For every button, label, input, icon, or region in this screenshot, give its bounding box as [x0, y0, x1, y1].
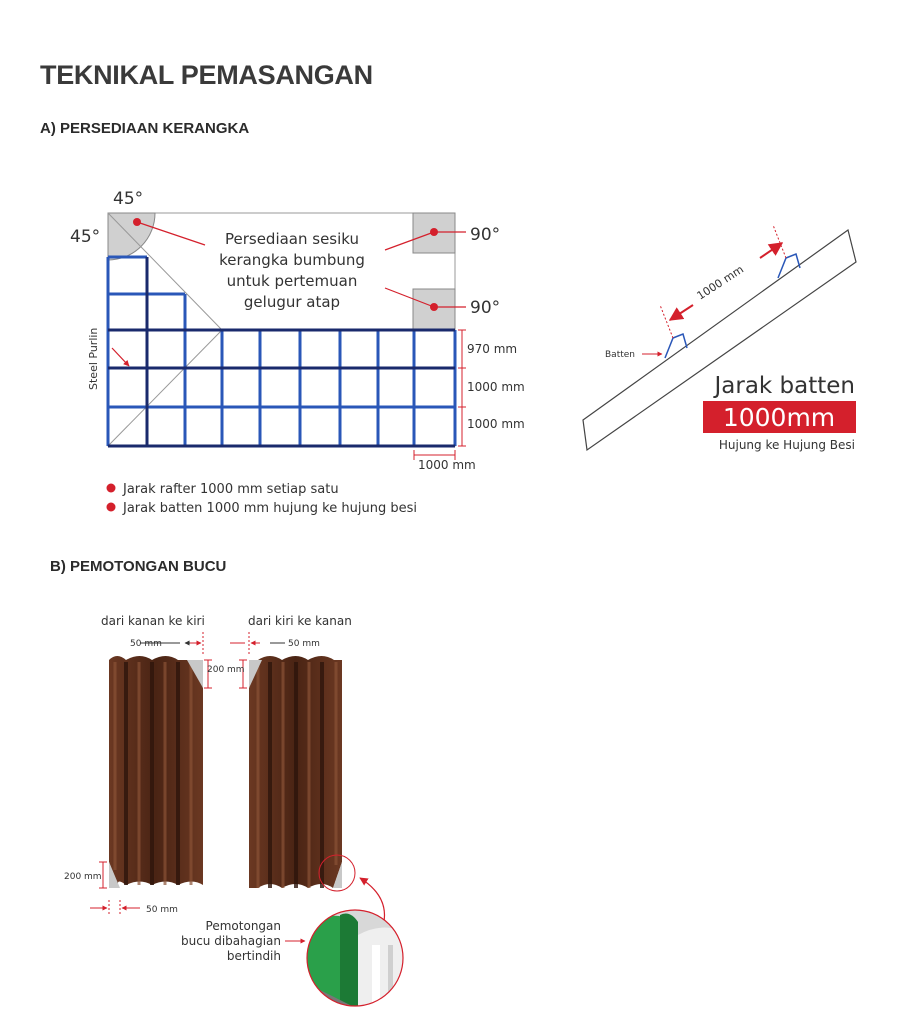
- frame-note-line-4: gelugur atap: [243, 293, 341, 311]
- left-roof-sheet: [109, 656, 203, 888]
- batten-value: 1000mm: [722, 403, 836, 432]
- right-sheet-caption: dari kiri ke kanan: [248, 614, 352, 628]
- dim-50-top-right: 50 mm: [288, 639, 320, 649]
- angle-90-top: 90°: [470, 225, 501, 245]
- frame-note-line-2: kerangka bumbung: [219, 251, 365, 269]
- section-a-title: A) PERSEDIAAN KERANGKA: [40, 120, 250, 137]
- batten-title: Jarak batten: [714, 373, 855, 399]
- batten-dim-label: 1000 mm: [694, 262, 747, 303]
- overlap-callout: [181, 919, 281, 963]
- section-b-title: B) PEMOTONGAN BUCU: [50, 558, 227, 575]
- frame-note-line-1: Persediaan sesiku: [224, 230, 360, 248]
- dim-bottom-1000: 1000 mm: [418, 458, 476, 472]
- dim-200-top: 200 mm: [207, 665, 245, 675]
- angle-45-left: 45°: [70, 227, 101, 247]
- batten-sub: Hujung ke Hujung Besi: [718, 438, 855, 452]
- left-sheet-caption: dari kanan ke kiri: [101, 614, 205, 628]
- frame-note-line-3: untuk pertemuan: [226, 272, 358, 290]
- dim-1000-b: 1000 mm: [467, 417, 525, 431]
- callout-line-2: bucu dibahagian: [180, 934, 281, 948]
- dim-50-bottom: 50 mm: [146, 905, 178, 915]
- angle-90-bottom: 90°: [470, 298, 501, 318]
- steel-purlin-label: Steel Purlin: [87, 327, 100, 390]
- page-title: TEKNIKAL PEMASANGAN: [40, 60, 373, 90]
- batten-label: Batten: [605, 350, 635, 360]
- dim-50-top-left: 50 mm: [130, 639, 162, 649]
- angle-45-top: 45°: [113, 189, 144, 209]
- dim-970: 970 mm: [467, 342, 518, 356]
- dim-1000-a: 1000 mm: [467, 380, 525, 394]
- right-roof-sheet: [249, 656, 355, 891]
- dim-200-bottom: 200 mm: [64, 872, 102, 882]
- bullet-batten: Jarak batten 1000 mm hujung ke hujung besi: [123, 501, 417, 516]
- bullet-rafter: Jarak rafter 1000 mm setiap satu: [123, 482, 339, 497]
- callout-line-1: Pemotongan: [205, 919, 281, 933]
- callout-line-3: bertindih: [226, 949, 281, 963]
- frame-note: [219, 230, 365, 311]
- overlap-detail-zoom: [300, 900, 420, 1020]
